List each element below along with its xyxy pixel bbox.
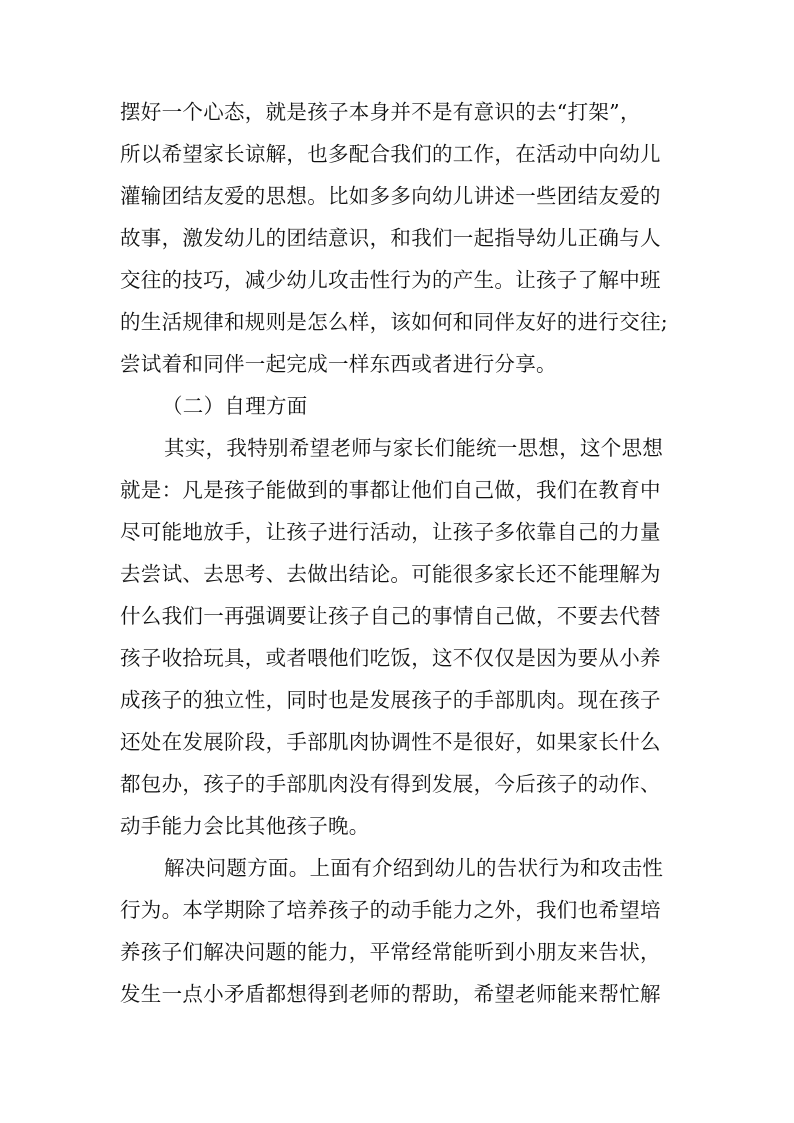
text-line: 养孩子们解决问题的能力，平常经常能听到小朋友来告状，: [120, 940, 661, 964]
text-line: 灌输团结友爱的思想。比如多多向幼儿讲述一些团结友爱的: [120, 184, 661, 208]
text-line: 交往的技巧，减少幼儿攻击性行为的产生。让孩子了解中班: [120, 268, 661, 292]
text-line: 尝试着和同伴一起完成一样东西或者进行分享。: [120, 352, 557, 376]
body-text: [120, 91, 680, 1015]
text-line: 都包办，孩子的手部肌肉没有得到发展，今后孩子的动作、: [120, 772, 661, 796]
text-line: 摆好一个心态，就是孩子本身并不是有意识的去“打架”，: [120, 100, 641, 124]
text-line: 尽可能地放手，让孩子进行活动，让孩子多依靠自己的力量: [120, 520, 661, 544]
text-line: 故事，激发幼儿的团结意识，和我们一起指导幼儿正确与人: [120, 226, 661, 250]
text-line: 其实，我特别希望老师与家长们能统一思想，这个思想: [164, 436, 664, 460]
text-line: 就是：凡是孩子能做到的事都让他们自己做，我们在教育中: [120, 478, 661, 502]
text-line: 所以希望家长谅解，也多配合我们的工作，在活动中向幼儿: [120, 142, 661, 166]
text-line: 的生活规律和规则是怎么样，该如何和同伴友好的进行交往;: [120, 310, 669, 334]
text-line: 行为。本学期除了培养孩子的动手能力之外，我们也希望培: [120, 898, 661, 922]
section-heading: （二）自理方面: [162, 394, 308, 418]
text-line: 成孩子的独立性，同时也是发展孩子的手部肌肉。现在孩子: [120, 688, 661, 712]
text-line: 什么我们一再强调要让孩子自己的事情自己做，不要去代替: [120, 604, 661, 628]
text-line: 动手能力会比其他孩子晚。: [120, 814, 370, 838]
text-line: 还处在发展阶段，手部肌肉协调性不是很好，如果家长什么: [120, 730, 661, 754]
text-line: 发生一点小矛盾都想得到老师的帮助，希望老师能来帮忙解: [120, 982, 661, 1006]
text-line: 解决问题方面。上面有介绍到幼儿的告状行为和攻击性: [164, 856, 664, 880]
text-line: 去尝试、去思考、去做出结论。可能很多家长还不能理解为: [120, 562, 661, 586]
text-line: 孩子收拾玩具，或者喂他们吃饭，这不仅仅是因为要从小养: [120, 646, 661, 670]
